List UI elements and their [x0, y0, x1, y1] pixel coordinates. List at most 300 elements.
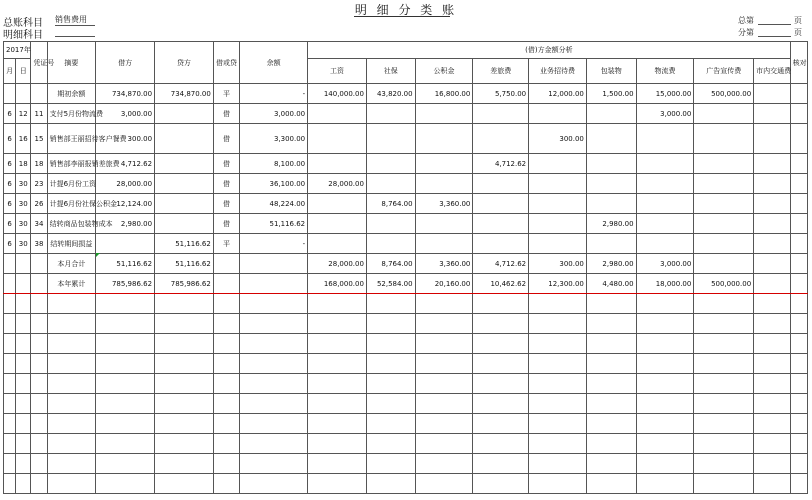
empty-cell[interactable] — [636, 374, 694, 394]
empty-cell[interactable] — [4, 454, 16, 474]
analysis-cell[interactable] — [529, 214, 587, 234]
empty-cell[interactable] — [155, 334, 214, 354]
month-cell[interactable]: 6 — [4, 154, 16, 174]
empty-cell[interactable] — [4, 394, 16, 414]
empty-cell[interactable] — [473, 394, 529, 414]
empty-cell[interactable] — [4, 294, 16, 314]
empty-cell[interactable] — [47, 434, 96, 454]
empty-cell[interactable] — [473, 354, 529, 374]
analysis-cell[interactable] — [754, 124, 791, 154]
empty-cell[interactable] — [529, 354, 587, 374]
empty-cell[interactable] — [213, 394, 239, 414]
empty-cell[interactable] — [790, 294, 807, 314]
analysis-cell[interactable]: 3,360.00 — [415, 194, 473, 214]
empty-cell[interactable] — [213, 334, 239, 354]
summary-cell[interactable]: 计提6月份社保公积金 — [47, 194, 96, 214]
empty-cell[interactable] — [16, 454, 31, 474]
analysis-cell[interactable] — [586, 234, 636, 254]
analysis-cell[interactable] — [754, 214, 791, 234]
empty-cell[interactable] — [754, 354, 791, 374]
voucher-cell[interactable]: 11 — [31, 104, 47, 124]
month-cell[interactable]: 6 — [4, 124, 16, 154]
empty-cell[interactable] — [366, 454, 415, 474]
check-cell[interactable] — [790, 214, 807, 234]
empty-cell[interactable] — [636, 434, 694, 454]
credit-cell[interactable] — [155, 194, 214, 214]
empty-cell[interactable] — [529, 374, 587, 394]
analysis-cell[interactable] — [308, 154, 367, 174]
empty-cell[interactable] — [155, 314, 214, 334]
dir-cell[interactable]: 借 — [213, 104, 239, 124]
empty-cell[interactable] — [4, 354, 16, 374]
empty-cell[interactable] — [790, 414, 807, 434]
analysis-cell[interactable] — [366, 214, 415, 234]
empty-cell[interactable] — [415, 374, 473, 394]
empty-cell[interactable] — [636, 474, 694, 494]
analysis-cell[interactable] — [415, 104, 473, 124]
voucher-cell[interactable] — [31, 84, 47, 104]
empty-cell[interactable] — [155, 454, 214, 474]
summary-cell[interactable]: 支付5月份物流费 — [47, 104, 96, 124]
analysis-cell[interactable] — [586, 194, 636, 214]
summary-cell[interactable]: 结转商品包装物成本 — [47, 214, 96, 234]
analysis-cell[interactable]: 16,800.00 — [415, 84, 473, 104]
empty-cell[interactable] — [31, 294, 47, 314]
empty-cell[interactable] — [473, 454, 529, 474]
month-cell[interactable]: 6 — [4, 174, 16, 194]
empty-cell[interactable] — [308, 434, 367, 454]
empty-cell[interactable] — [366, 434, 415, 454]
empty-cell[interactable] — [790, 454, 807, 474]
analysis-cell[interactable]: 5,750.00 — [473, 84, 529, 104]
analysis-cell[interactable] — [529, 174, 587, 194]
analysis-cell[interactable] — [473, 124, 529, 154]
analysis-cell[interactable] — [636, 154, 694, 174]
empty-cell[interactable] — [96, 394, 155, 414]
empty-cell[interactable] — [636, 354, 694, 374]
voucher-cell[interactable]: 15 — [31, 124, 47, 154]
empty-cell[interactable] — [16, 334, 31, 354]
empty-cell[interactable] — [213, 454, 239, 474]
empty-cell[interactable] — [473, 474, 529, 494]
balance-cell[interactable]: 48,224.00 — [240, 194, 308, 214]
empty-cell[interactable] — [415, 474, 473, 494]
empty-cell[interactable] — [586, 314, 636, 334]
empty-cell[interactable] — [529, 414, 587, 434]
analysis-cell[interactable]: 300.00 — [529, 124, 587, 154]
analysis-cell[interactable]: 168,000.00 — [308, 274, 367, 294]
analysis-cell[interactable] — [415, 234, 473, 254]
sub-page-field[interactable] — [758, 27, 791, 37]
empty-cell[interactable] — [308, 354, 367, 374]
empty-cell[interactable] — [473, 314, 529, 334]
check-cell[interactable] — [790, 84, 807, 104]
analysis-cell[interactable]: 28,000.00 — [308, 174, 367, 194]
empty-cell[interactable] — [586, 454, 636, 474]
voucher-cell[interactable] — [31, 274, 47, 294]
analysis-cell[interactable]: 18,000.00 — [636, 274, 694, 294]
day-cell[interactable] — [16, 84, 31, 104]
empty-cell[interactable] — [586, 414, 636, 434]
empty-cell[interactable] — [473, 334, 529, 354]
day-cell[interactable]: 18 — [16, 154, 31, 174]
empty-cell[interactable] — [636, 294, 694, 314]
empty-cell[interactable] — [31, 334, 47, 354]
analysis-cell[interactable] — [473, 104, 529, 124]
summary-cell[interactable]: 期初余额 — [47, 84, 96, 104]
voucher-cell[interactable]: 26 — [31, 194, 47, 214]
empty-cell[interactable] — [31, 374, 47, 394]
empty-cell[interactable] — [754, 414, 791, 434]
analysis-cell[interactable] — [473, 194, 529, 214]
empty-cell[interactable] — [155, 354, 214, 374]
voucher-cell[interactable]: 34 — [31, 214, 47, 234]
analysis-cell[interactable] — [754, 194, 791, 214]
analysis-cell[interactable]: 8,764.00 — [366, 254, 415, 274]
day-cell[interactable]: 16 — [16, 124, 31, 154]
analysis-cell[interactable]: 2,980.00 — [586, 214, 636, 234]
empty-cell[interactable] — [47, 294, 96, 314]
analysis-cell[interactable] — [636, 124, 694, 154]
empty-cell[interactable] — [240, 354, 308, 374]
check-cell[interactable] — [790, 254, 807, 274]
empty-cell[interactable] — [47, 314, 96, 334]
credit-cell[interactable] — [155, 174, 214, 194]
analysis-cell[interactable] — [694, 194, 754, 214]
analysis-cell[interactable] — [586, 104, 636, 124]
analysis-cell[interactable] — [754, 234, 791, 254]
debit-cell[interactable] — [96, 234, 155, 254]
empty-cell[interactable] — [415, 354, 473, 374]
empty-cell[interactable] — [473, 414, 529, 434]
analysis-cell[interactable]: 12,000.00 — [529, 84, 587, 104]
month-cell[interactable]: 6 — [4, 234, 16, 254]
summary-cell[interactable]: 销售部王丽招待客户餐费 — [47, 124, 96, 154]
empty-cell[interactable] — [790, 434, 807, 454]
analysis-cell[interactable]: 4,712.62 — [473, 254, 529, 274]
month-cell[interactable]: 6 — [4, 214, 16, 234]
analysis-cell[interactable] — [415, 174, 473, 194]
empty-cell[interactable] — [4, 314, 16, 334]
analysis-cell[interactable] — [636, 214, 694, 234]
empty-cell[interactable] — [636, 454, 694, 474]
debit-cell[interactable]: 785,986.62 — [96, 274, 155, 294]
empty-cell[interactable] — [240, 434, 308, 454]
total-page-field[interactable] — [758, 15, 791, 25]
empty-cell[interactable] — [31, 434, 47, 454]
empty-cell[interactable] — [586, 334, 636, 354]
analysis-cell[interactable] — [586, 174, 636, 194]
month-cell[interactable] — [4, 254, 16, 274]
analysis-cell[interactable] — [308, 104, 367, 124]
empty-cell[interactable] — [16, 474, 31, 494]
empty-cell[interactable] — [96, 314, 155, 334]
analysis-cell[interactable]: 28,000.00 — [308, 254, 367, 274]
empty-cell[interactable] — [47, 474, 96, 494]
empty-cell[interactable] — [529, 394, 587, 414]
analysis-cell[interactable] — [473, 174, 529, 194]
credit-cell[interactable]: 51,116.62 — [155, 254, 214, 274]
empty-cell[interactable] — [366, 294, 415, 314]
empty-cell[interactable] — [754, 454, 791, 474]
balance-cell[interactable]: 3,300.00 — [240, 124, 308, 154]
analysis-cell[interactable] — [529, 194, 587, 214]
empty-cell[interactable] — [213, 354, 239, 374]
analysis-cell[interactable] — [415, 154, 473, 174]
empty-cell[interactable] — [415, 434, 473, 454]
analysis-cell[interactable]: 2,980.00 — [586, 254, 636, 274]
debit-cell[interactable]: 51,116.62 — [96, 254, 155, 274]
empty-cell[interactable] — [4, 474, 16, 494]
analysis-cell[interactable]: 4,480.00 — [586, 274, 636, 294]
debit-cell[interactable]: 2,980.00 — [96, 214, 155, 234]
analysis-cell[interactable] — [586, 124, 636, 154]
empty-cell[interactable] — [31, 474, 47, 494]
empty-cell[interactable] — [96, 374, 155, 394]
analysis-cell[interactable]: 1,500.00 — [586, 84, 636, 104]
balance-cell[interactable]: 8,100.00 — [240, 154, 308, 174]
empty-cell[interactable] — [754, 394, 791, 414]
summary-cell[interactable]: 销售部李丽报销差旅费 — [47, 154, 96, 174]
empty-cell[interactable] — [240, 474, 308, 494]
analysis-cell[interactable] — [366, 154, 415, 174]
empty-cell[interactable] — [308, 294, 367, 314]
empty-cell[interactable] — [155, 434, 214, 454]
empty-cell[interactable] — [240, 454, 308, 474]
empty-cell[interactable] — [4, 414, 16, 434]
analysis-cell[interactable] — [308, 124, 367, 154]
analysis-cell[interactable] — [694, 254, 754, 274]
empty-cell[interactable] — [155, 474, 214, 494]
empty-cell[interactable] — [694, 454, 754, 474]
empty-cell[interactable] — [694, 334, 754, 354]
analysis-cell[interactable]: 4,712.62 — [473, 154, 529, 174]
voucher-cell[interactable]: 18 — [31, 154, 47, 174]
analysis-cell[interactable] — [473, 234, 529, 254]
empty-cell[interactable] — [213, 374, 239, 394]
empty-cell[interactable] — [96, 414, 155, 434]
empty-cell[interactable] — [636, 314, 694, 334]
empty-cell[interactable] — [4, 374, 16, 394]
empty-cell[interactable] — [16, 354, 31, 374]
analysis-cell[interactable] — [586, 154, 636, 174]
empty-cell[interactable] — [636, 394, 694, 414]
empty-cell[interactable] — [529, 314, 587, 334]
analysis-cell[interactable] — [366, 234, 415, 254]
empty-cell[interactable] — [47, 394, 96, 414]
analysis-cell[interactable] — [529, 154, 587, 174]
empty-cell[interactable] — [96, 454, 155, 474]
analysis-cell[interactable] — [308, 214, 367, 234]
balance-cell[interactable] — [240, 254, 308, 274]
empty-cell[interactable] — [308, 474, 367, 494]
debit-cell[interactable]: 28,000.00 — [96, 174, 155, 194]
empty-cell[interactable] — [754, 474, 791, 494]
empty-cell[interactable] — [754, 314, 791, 334]
empty-cell[interactable] — [96, 294, 155, 314]
balance-cell[interactable]: 36,100.00 — [240, 174, 308, 194]
analysis-cell[interactable] — [415, 214, 473, 234]
analysis-cell[interactable] — [415, 124, 473, 154]
empty-cell[interactable] — [586, 294, 636, 314]
analysis-cell[interactable]: 20,160.00 — [415, 274, 473, 294]
debit-cell[interactable]: 3,000.00 — [96, 104, 155, 124]
empty-cell[interactable] — [240, 334, 308, 354]
analysis-cell[interactable] — [694, 174, 754, 194]
empty-cell[interactable] — [366, 394, 415, 414]
check-cell[interactable] — [790, 194, 807, 214]
day-cell[interactable]: 30 — [16, 234, 31, 254]
check-cell[interactable] — [790, 104, 807, 124]
empty-cell[interactable] — [4, 334, 16, 354]
empty-cell[interactable] — [790, 374, 807, 394]
empty-cell[interactable] — [47, 374, 96, 394]
empty-cell[interactable] — [415, 454, 473, 474]
empty-cell[interactable] — [96, 334, 155, 354]
empty-cell[interactable] — [415, 394, 473, 414]
empty-cell[interactable] — [47, 454, 96, 474]
empty-cell[interactable] — [16, 294, 31, 314]
month-cell[interactable]: 6 — [4, 194, 16, 214]
balance-cell[interactable]: 3,000.00 — [240, 104, 308, 124]
voucher-cell[interactable]: 38 — [31, 234, 47, 254]
empty-cell[interactable] — [366, 474, 415, 494]
analysis-cell[interactable] — [529, 234, 587, 254]
analysis-cell[interactable] — [308, 194, 367, 214]
empty-cell[interactable] — [636, 334, 694, 354]
analysis-cell[interactable] — [754, 154, 791, 174]
empty-cell[interactable] — [16, 434, 31, 454]
analysis-cell[interactable] — [308, 234, 367, 254]
empty-cell[interactable] — [754, 434, 791, 454]
empty-cell[interactable] — [694, 354, 754, 374]
analysis-cell[interactable] — [366, 104, 415, 124]
empty-cell[interactable] — [529, 474, 587, 494]
empty-cell[interactable] — [308, 394, 367, 414]
general-account-value[interactable]: 销售费用 — [55, 15, 95, 26]
analysis-cell[interactable] — [473, 214, 529, 234]
empty-cell[interactable] — [213, 294, 239, 314]
analysis-cell[interactable] — [754, 174, 791, 194]
balance-cell[interactable] — [240, 274, 308, 294]
empty-cell[interactable] — [790, 394, 807, 414]
debit-cell[interactable]: 734,870.00 — [96, 84, 155, 104]
empty-cell[interactable] — [96, 474, 155, 494]
empty-cell[interactable] — [155, 294, 214, 314]
empty-cell[interactable] — [754, 334, 791, 354]
balance-cell[interactable]: - — [240, 234, 308, 254]
dir-cell[interactable] — [213, 274, 239, 294]
voucher-cell[interactable]: 23 — [31, 174, 47, 194]
empty-cell[interactable] — [529, 334, 587, 354]
check-cell[interactable] — [790, 174, 807, 194]
month-cell[interactable] — [4, 84, 16, 104]
analysis-cell[interactable]: 10,462.62 — [473, 274, 529, 294]
empty-cell[interactable] — [240, 314, 308, 334]
dir-cell[interactable] — [213, 254, 239, 274]
check-cell[interactable] — [790, 234, 807, 254]
analysis-cell[interactable]: 140,000.00 — [308, 84, 367, 104]
empty-cell[interactable] — [473, 294, 529, 314]
empty-cell[interactable] — [694, 394, 754, 414]
analysis-cell[interactable]: 500,000.00 — [694, 274, 754, 294]
empty-cell[interactable] — [694, 294, 754, 314]
empty-cell[interactable] — [366, 314, 415, 334]
credit-cell[interactable]: 734,870.00 — [155, 84, 214, 104]
analysis-cell[interactable]: 12,300.00 — [529, 274, 587, 294]
empty-cell[interactable] — [415, 414, 473, 434]
empty-cell[interactable] — [155, 394, 214, 414]
day-cell[interactable]: 30 — [16, 194, 31, 214]
empty-cell[interactable] — [694, 434, 754, 454]
credit-cell[interactable] — [155, 104, 214, 124]
empty-cell[interactable] — [47, 334, 96, 354]
analysis-cell[interactable] — [694, 124, 754, 154]
empty-cell[interactable] — [473, 374, 529, 394]
analysis-cell[interactable] — [754, 254, 791, 274]
empty-cell[interactable] — [415, 314, 473, 334]
analysis-cell[interactable]: 52,584.00 — [366, 274, 415, 294]
analysis-cell[interactable] — [366, 124, 415, 154]
empty-cell[interactable] — [308, 374, 367, 394]
summary-cell[interactable]: 本月合计 — [47, 254, 96, 274]
empty-cell[interactable] — [366, 374, 415, 394]
empty-cell[interactable] — [96, 434, 155, 454]
empty-cell[interactable] — [636, 414, 694, 434]
empty-cell[interactable] — [694, 474, 754, 494]
day-cell[interactable]: 30 — [16, 214, 31, 234]
check-cell[interactable] — [790, 154, 807, 174]
dir-cell[interactable]: 借 — [213, 124, 239, 154]
empty-cell[interactable] — [694, 374, 754, 394]
empty-cell[interactable] — [790, 354, 807, 374]
empty-cell[interactable] — [366, 414, 415, 434]
empty-cell[interactable] — [213, 414, 239, 434]
analysis-cell[interactable]: 15,000.00 — [636, 84, 694, 104]
credit-cell[interactable] — [155, 154, 214, 174]
empty-cell[interactable] — [529, 454, 587, 474]
debit-cell[interactable]: 4,712.62 — [96, 154, 155, 174]
empty-cell[interactable] — [754, 374, 791, 394]
empty-cell[interactable] — [240, 394, 308, 414]
empty-cell[interactable] — [213, 314, 239, 334]
voucher-cell[interactable] — [31, 254, 47, 274]
debit-cell[interactable]: 300.00 — [96, 124, 155, 154]
empty-cell[interactable] — [155, 414, 214, 434]
empty-cell[interactable] — [16, 394, 31, 414]
empty-cell[interactable] — [790, 334, 807, 354]
empty-cell[interactable] — [31, 414, 47, 434]
summary-cell[interactable]: 本年累计 — [47, 274, 96, 294]
empty-cell[interactable] — [473, 434, 529, 454]
empty-cell[interactable] — [47, 354, 96, 374]
credit-cell[interactable] — [155, 214, 214, 234]
empty-cell[interactable] — [586, 434, 636, 454]
balance-cell[interactable]: - — [240, 84, 308, 104]
analysis-cell[interactable] — [694, 154, 754, 174]
empty-cell[interactable] — [16, 314, 31, 334]
analysis-cell[interactable] — [754, 84, 791, 104]
empty-cell[interactable] — [694, 414, 754, 434]
check-cell[interactable] — [790, 274, 807, 294]
empty-cell[interactable] — [308, 334, 367, 354]
analysis-cell[interactable]: 3,360.00 — [415, 254, 473, 274]
analysis-cell[interactable] — [694, 214, 754, 234]
summary-cell[interactable]: 计提6月份工资 — [47, 174, 96, 194]
day-cell[interactable] — [16, 274, 31, 294]
day-cell[interactable]: 30 — [16, 174, 31, 194]
empty-cell[interactable] — [529, 294, 587, 314]
